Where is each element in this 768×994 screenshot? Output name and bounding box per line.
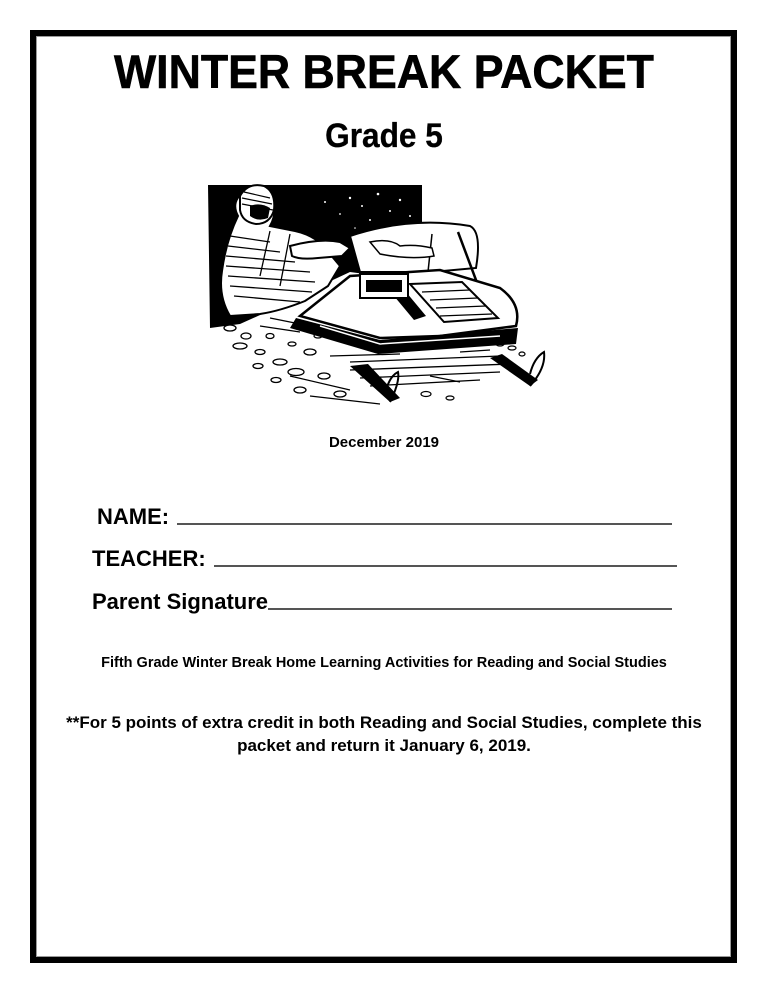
parent-signature-blank-line[interactable] <box>268 608 672 610</box>
extra-credit-line-2: packet and return it January 6, 2019. <box>237 736 531 755</box>
snowmobile-icon <box>200 176 556 408</box>
teacher-blank-line[interactable] <box>214 565 677 567</box>
packet-date: December 2019 <box>328 434 440 451</box>
teacher-label: TEACHER: <box>92 546 206 571</box>
name-field[interactable] <box>97 503 672 531</box>
packet-description: Fifth Grade Winter Break Home Learning Activities for Reading and Social Studies <box>101 655 667 671</box>
extra-credit-note <box>36 711 732 757</box>
parent-signature-field[interactable] <box>92 588 672 616</box>
packet-title: WINTER BREAK PACKET <box>114 45 654 98</box>
extra-credit-line-1: **For 5 points of extra credit in both Reading and Social Studies, complete this <box>66 713 702 732</box>
snowmobile-rider-illustration <box>200 176 556 408</box>
grade-subtitle: Grade 5 <box>325 117 443 155</box>
parent-signature-label: Parent Signature <box>92 589 269 614</box>
page-border-frame <box>30 30 737 963</box>
name-label: NAME: <box>97 504 170 529</box>
teacher-field[interactable] <box>92 545 677 573</box>
name-blank-line[interactable] <box>177 523 672 525</box>
